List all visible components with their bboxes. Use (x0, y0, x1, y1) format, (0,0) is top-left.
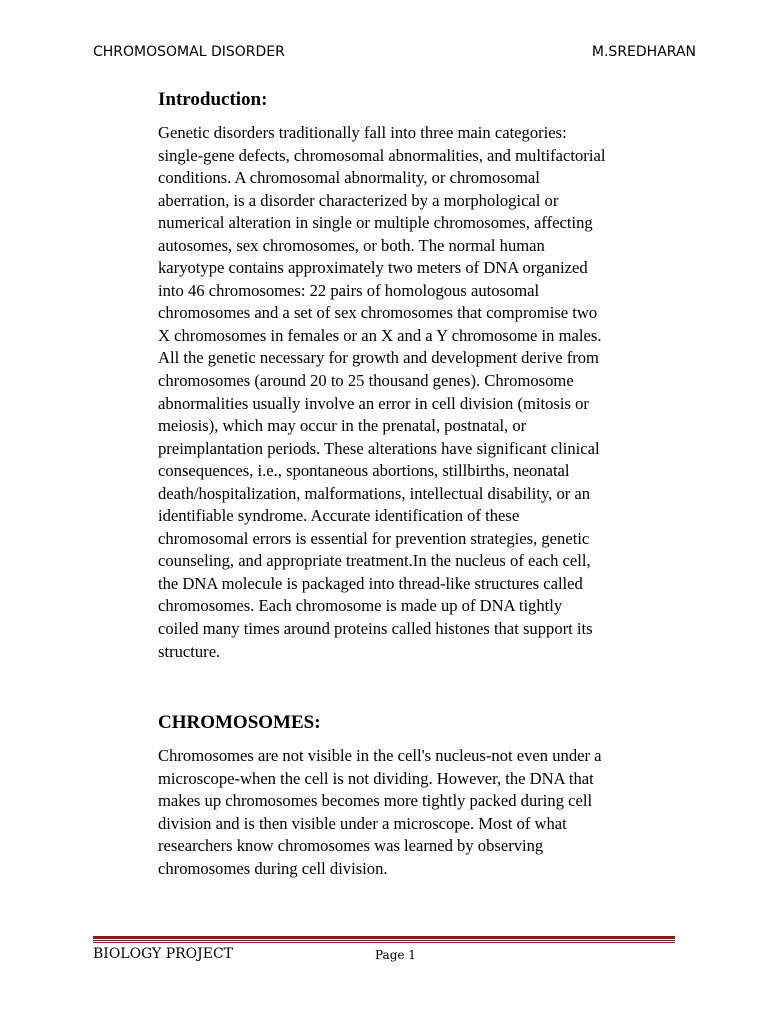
intro-line: coiled many times around proteins called histones that support its (158, 619, 593, 639)
document-body (158, 88, 658, 880)
intro-line: preimplantation periods. These alterations have significant clinical (158, 438, 600, 458)
intro-line: chromosomal errors is essential for prevention strategies, genetic (158, 528, 590, 548)
intro-line: into 46 chromosomes: 22 pairs of homologous autosomal (158, 280, 540, 300)
intro-line: karyotype contains approximately two meters of DNA organized (158, 258, 588, 278)
chromosomes-line: division and is then visible under a microscope. Most of what (158, 813, 567, 833)
intro-line: structure. (158, 641, 221, 661)
intro-line: chromosomes (around 20 to 25 thousand genes). Chromosome (158, 371, 574, 391)
intro-line: counseling, and appropriate treatment.In the nucleus of each cell, (158, 551, 591, 571)
footer-divider (93, 940, 675, 941)
intro-line: consequences, i.e., spontaneous abortions, stillbirths, neonatal (158, 461, 570, 481)
header-author: M.SREDHARAN (591, 44, 696, 60)
intro-line: aberration, is a disorder characterized by a morphological or (158, 190, 559, 210)
intro-line: autosomes, sex chromosomes, or both. The normal human (158, 235, 545, 255)
intro-line: chromosomes and a set of sex chromosomes that compromise two (158, 303, 598, 323)
intro-line: identifiable syndrome. Accurate identification of these (158, 506, 520, 526)
intro-heading: Introduction: (158, 89, 268, 110)
intro-line: conditions. A chromosomal abnormality, or chromosomal (158, 168, 540, 188)
page-number: Page 1 (375, 948, 416, 962)
chromosomes-line: Chromosomes are not visible in the cell's nucleus-not even under a (158, 746, 602, 766)
chromosomes-heading: CHROMOSOMES: (158, 712, 321, 734)
chromosomes-line: makes up chromosomes becomes more tightly packed during cell (158, 791, 593, 811)
intro-line: abnormalities usually involve an error in cell division (mitosis or (158, 393, 589, 413)
footer-divider (93, 942, 675, 943)
intro-line: single-gene defects, chromosomal abnormalities, and multifactorial (158, 145, 606, 165)
chromosomes-line: chromosomes during cell division. (158, 858, 388, 878)
intro-line: numerical alteration in single or multiple chromosomes, affecting (158, 213, 593, 233)
chromosomes-paragraph (158, 745, 658, 880)
intro-line: X chromosomes in females or an X and a Y chromosome in males. (158, 325, 602, 345)
intro-line: death/hospitalization, malformations, intellectual disability, or an (158, 483, 591, 503)
footer-divider (93, 936, 675, 939)
chromosomes-line: microscope-when the cell is not dividing. However, the DNA that (158, 768, 594, 788)
intro-paragraph (158, 122, 658, 663)
footer-label: BIOLOGY PROJECT (93, 946, 234, 962)
intro-line: All the genetic necessary for growth and development derive from (158, 348, 599, 368)
intro-line: meiosis), which may occur in the prenatal, postnatal, or (158, 416, 527, 436)
chromosomes-line: researchers know chromosomes was learned by observing (158, 836, 544, 856)
intro-line: chromosomes. Each chromosome is made up of DNA tightly (158, 596, 563, 616)
intro-line: the DNA molecule is packaged into thread-like structures called (158, 573, 583, 593)
header-title: CHROMOSOMAL DISORDER (93, 44, 285, 60)
intro-line: Genetic disorders traditionally fall into three main categories: (158, 123, 567, 142)
